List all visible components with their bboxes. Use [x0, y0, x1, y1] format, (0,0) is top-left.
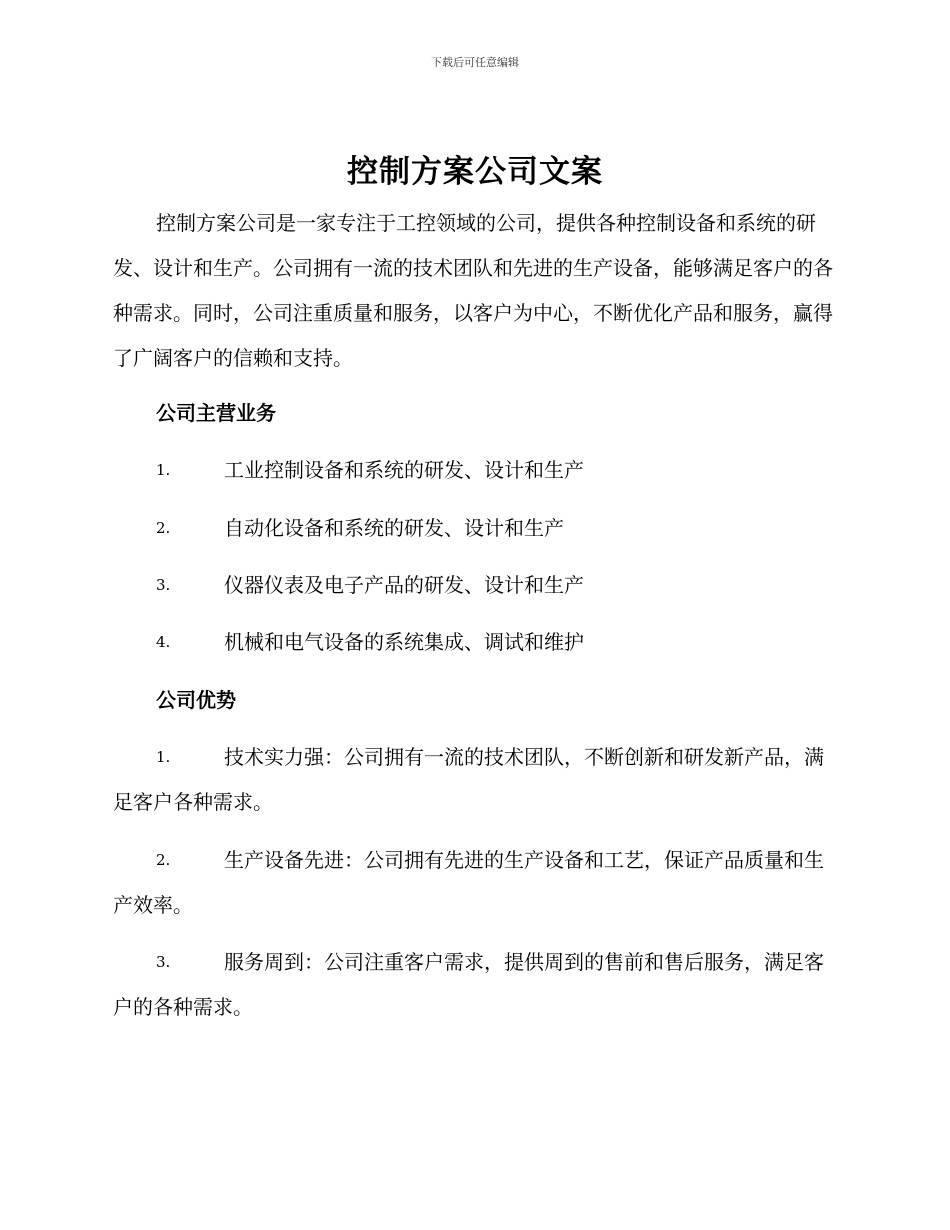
advantages-heading: 公司优势 [156, 688, 236, 712]
business-list-item [156, 455, 584, 485]
document-title: 控制方案公司文案 [347, 154, 603, 190]
list-number: 2. [156, 519, 171, 537]
business-list-item [156, 513, 564, 543]
page-header: 下载后可任意编辑 [431, 56, 519, 69]
list-item-text: 工业控制设备和系统的研发、设计和生产 [224, 458, 584, 482]
list-item-text: 服务周到：公司注重客户需求，提供周到的售前和售后服务，满足客户的各种需求。 [113, 950, 824, 1019]
list-number: 3. [156, 953, 171, 971]
list-item-text: 生产设备先进：公司拥有先进的生产设备和工艺，保证产品质量和生产效率。 [113, 848, 824, 917]
advantage-list-item [113, 735, 835, 825]
list-number: 1. [156, 748, 171, 766]
list-number: 2. [156, 851, 171, 869]
business-heading: 公司主营业务 [156, 401, 276, 425]
list-number: 1. [156, 461, 171, 479]
business-list-item [156, 627, 584, 657]
list-item-text: 仪器仪表及电子产品的研发、设计和生产 [224, 573, 584, 597]
advantage-list-item [113, 940, 835, 1030]
list-item-text: 技术实力强：公司拥有一流的技术团队，不断创新和研发新产品，满足客户各种需求。 [113, 745, 824, 814]
advantage-list-item [113, 838, 835, 928]
intro-paragraph: 控制方案公司是一家专注于工控领域的公司，提供各种控制设备和系统的研发、设计和生产。公司拥有一流的技术团队和先进的生产设备，能够满足客户的各种需求。同时，公司注重质量和服务，以客户为中心，不断优化产品和服务，赢得了广阔客户的信赖和支持。 [113, 211, 833, 370]
business-list-item [156, 570, 584, 600]
list-item-text: 自动化设备和系统的研发、设计和生产 [224, 516, 564, 540]
list-number: 3. [156, 576, 171, 594]
list-item-text: 机械和电气设备的系统集成、调试和维护 [224, 630, 584, 654]
list-number: 4. [156, 633, 171, 651]
